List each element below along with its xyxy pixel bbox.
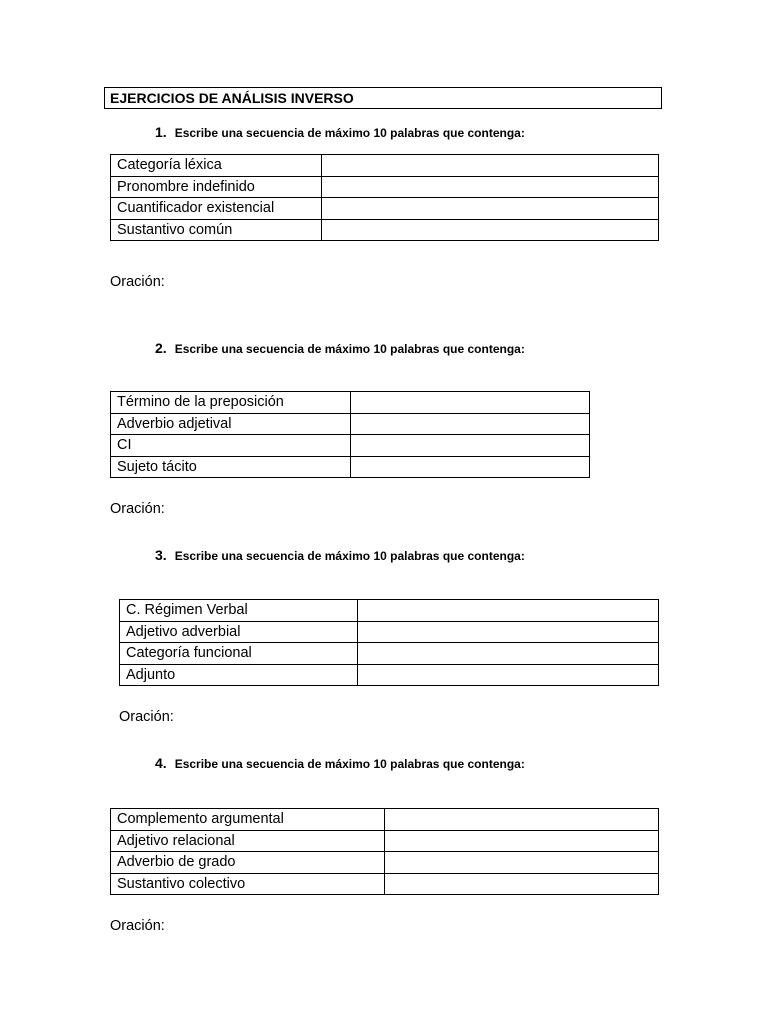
exercise-3-instruction: Escribe una secuencia de máximo 10 palabras que contenga:	[174, 549, 525, 563]
table-row	[120, 664, 659, 686]
row-label: Adverbio de grado	[111, 852, 385, 874]
exercise-3-number: 3.	[155, 547, 167, 563]
table-row	[111, 219, 659, 241]
exercise-1-instruction: Escribe una secuencia de máximo 10 palabras que contenga:	[174, 126, 525, 140]
table-row	[111, 873, 659, 895]
exercise-4-header	[155, 755, 525, 771]
answer-cell[interactable]	[351, 413, 590, 435]
row-label: Categoría léxica	[111, 155, 322, 177]
row-label: Sujeto tácito	[111, 456, 351, 478]
table-row	[111, 852, 659, 874]
exercise-1-oracion-label: Oración:	[110, 274, 165, 290]
answer-cell[interactable]	[358, 643, 659, 665]
exercise-2-table	[110, 391, 590, 478]
exercise-3-table	[119, 599, 659, 686]
table-row	[111, 155, 659, 177]
table-row	[111, 809, 659, 831]
answer-cell[interactable]	[322, 219, 659, 241]
row-label: CI	[111, 435, 351, 457]
table-row	[111, 830, 659, 852]
row-label: Sustantivo común	[111, 219, 322, 241]
answer-cell[interactable]	[358, 621, 659, 643]
row-label: Complemento argumental	[111, 809, 385, 831]
answer-cell[interactable]	[358, 600, 659, 622]
row-label: Categoría funcional	[120, 643, 358, 665]
row-label: C. Régimen Verbal	[120, 600, 358, 622]
exercise-3-oracion-label: Oración:	[119, 709, 174, 725]
exercise-4-instruction: Escribe una secuencia de máximo 10 palabras que contenga:	[174, 757, 525, 771]
answer-cell[interactable]	[385, 809, 659, 831]
exercise-3-header	[155, 547, 525, 563]
exercise-1-header	[155, 124, 525, 140]
document-title: EJERCICIOS DE ANÁLISIS INVERSO	[104, 87, 662, 109]
row-label: Adverbio adjetival	[111, 413, 351, 435]
table-row	[111, 392, 590, 414]
exercise-4-number: 4.	[155, 755, 167, 771]
answer-cell[interactable]	[351, 456, 590, 478]
table-row	[111, 456, 590, 478]
table-row	[120, 621, 659, 643]
table-row	[111, 435, 590, 457]
exercise-2-header	[155, 340, 525, 356]
row-label: Adjetivo adverbial	[120, 621, 358, 643]
answer-cell[interactable]	[351, 435, 590, 457]
answer-cell[interactable]	[358, 664, 659, 686]
answer-cell[interactable]	[322, 155, 659, 177]
table-row	[111, 176, 659, 198]
answer-cell[interactable]	[322, 198, 659, 220]
table-row	[111, 198, 659, 220]
answer-cell[interactable]	[351, 392, 590, 414]
row-label: Adjetivo relacional	[111, 830, 385, 852]
row-label: Sustantivo colectivo	[111, 873, 385, 895]
row-label: Cuantificador existencial	[111, 198, 322, 220]
exercise-2-number: 2.	[155, 340, 167, 356]
answer-cell[interactable]	[385, 873, 659, 895]
exercise-2-oracion-label: Oración:	[110, 501, 165, 517]
table-row	[111, 413, 590, 435]
row-label: Pronombre indefinido	[111, 176, 322, 198]
exercise-4-table	[110, 808, 659, 895]
exercise-1-number: 1.	[155, 124, 167, 140]
exercise-1-table	[110, 154, 659, 241]
exercise-4-oracion-label: Oración:	[110, 918, 165, 934]
table-row	[120, 643, 659, 665]
row-label: Término de la preposición	[111, 392, 351, 414]
exercise-2-instruction: Escribe una secuencia de máximo 10 palabras que contenga:	[174, 342, 525, 356]
row-label: Adjunto	[120, 664, 358, 686]
answer-cell[interactable]	[322, 176, 659, 198]
answer-cell[interactable]	[385, 830, 659, 852]
table-row	[120, 600, 659, 622]
answer-cell[interactable]	[385, 852, 659, 874]
